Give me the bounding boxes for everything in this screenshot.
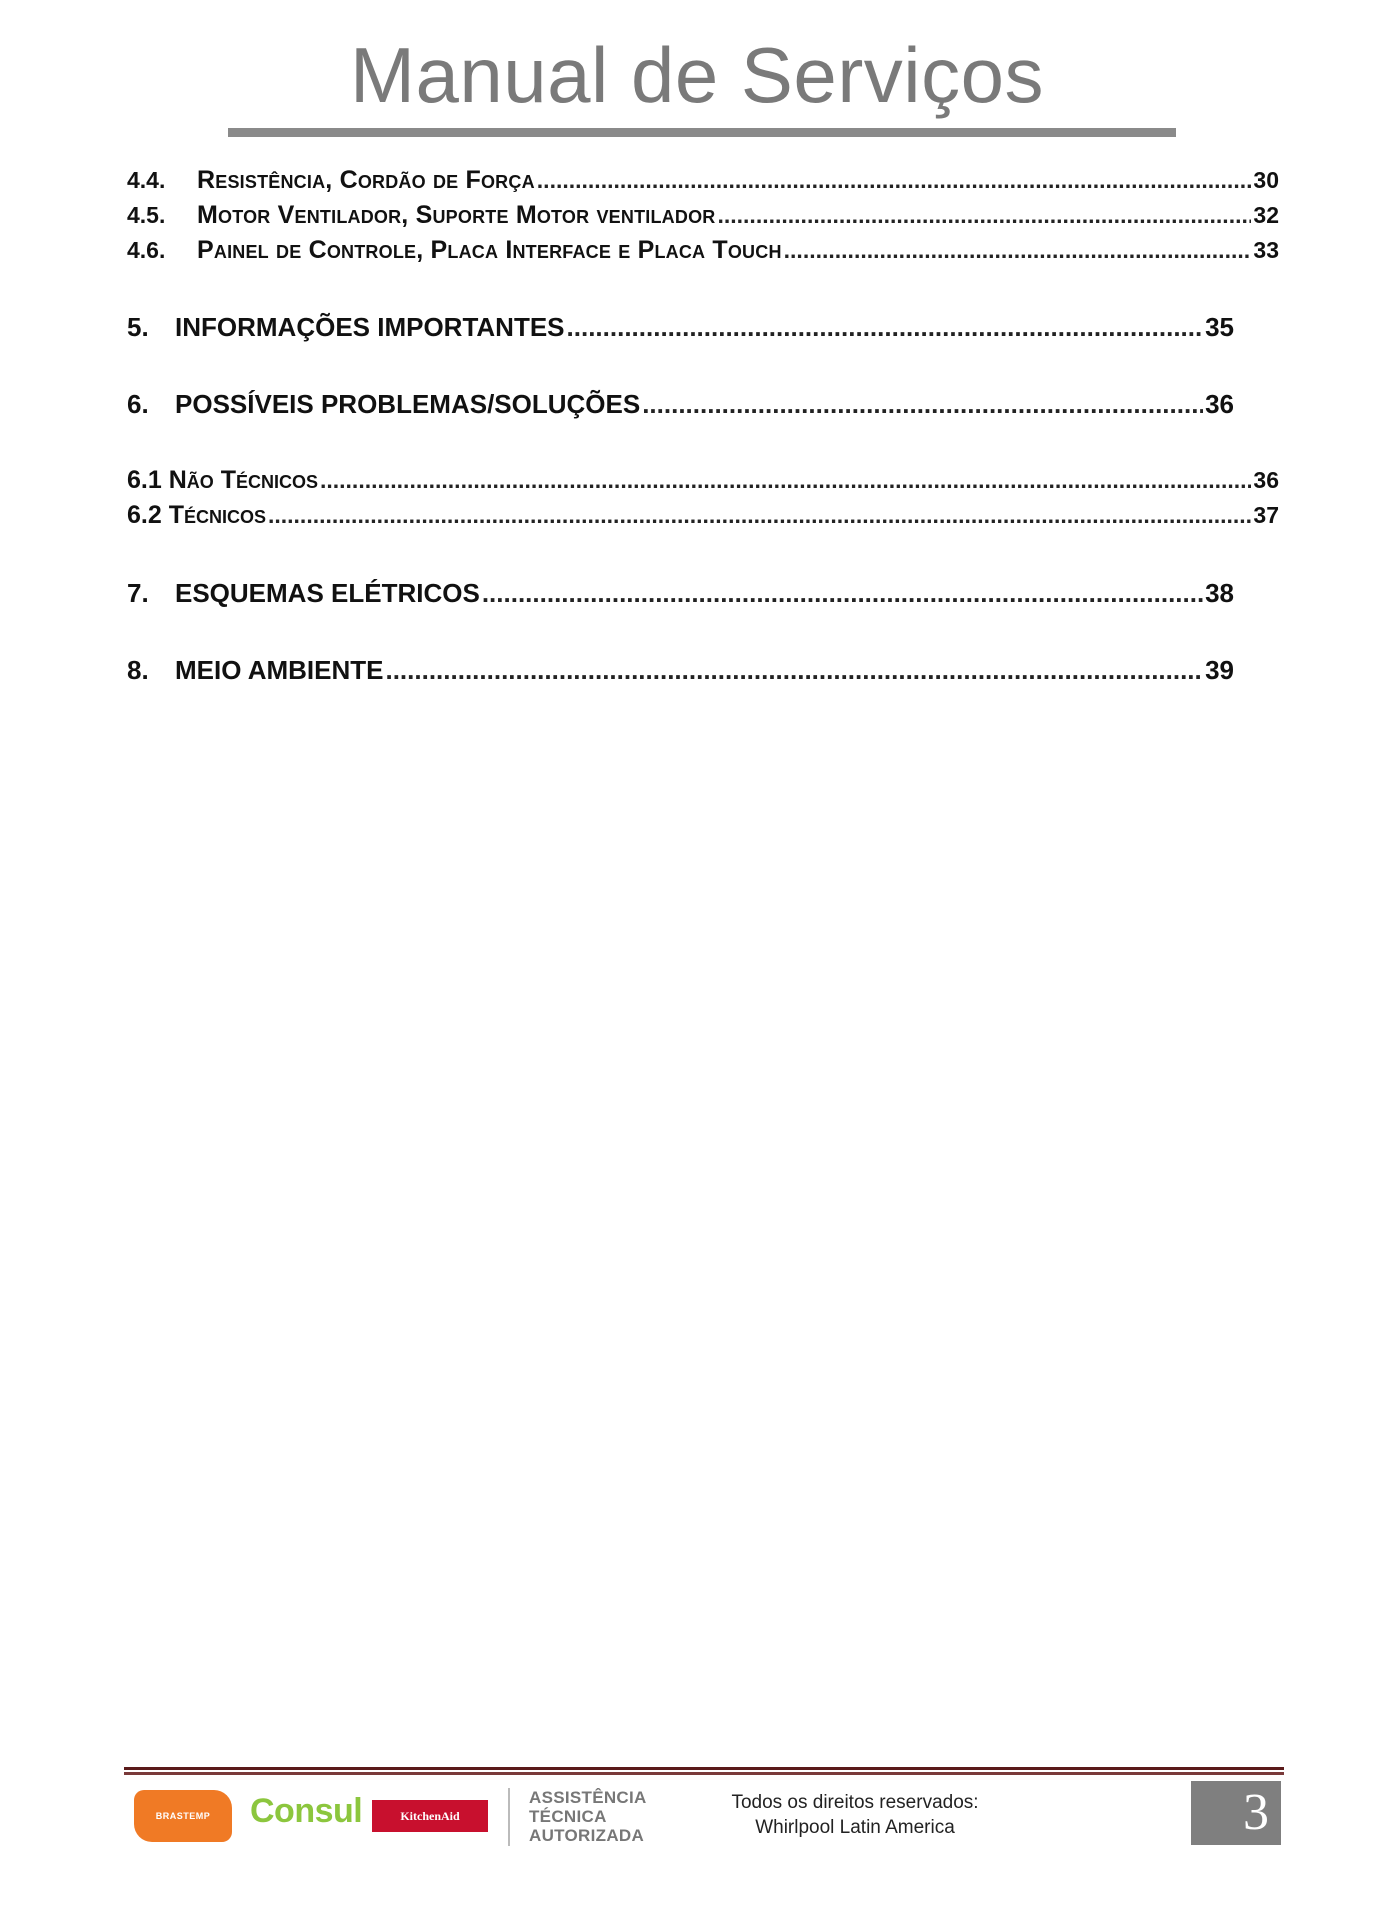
toc-entry-page: 36 [1253,467,1279,493]
toc-leader-dots [784,237,1252,264]
page-number: 3 [1191,1781,1281,1845]
toc-entry-8[interactable] [127,655,1234,686]
toc-entry-page: 30 [1253,167,1279,193]
toc-entry-5[interactable] [127,312,1234,343]
consul-logo: Consul [250,1792,363,1830]
toc-leader-dots [717,202,1251,229]
toc-entry-title: Painel de Controle, Placa Interface e Placa Touch [197,236,782,264]
rights-line-2: Whirlpool Latin America [755,1817,955,1838]
toc-entry-page: 37 [1253,502,1279,528]
copyright-notice [700,1790,1010,1840]
toc-entry-number: 4.4. [127,167,166,193]
toc-entry-title: Motor Ventilador, Suporte Motor ventilador [197,201,716,229]
toc-leader-dots [268,502,1251,529]
toc-entry-number: 4.5. [127,202,166,228]
title-underline [228,128,1176,137]
toc-leader-dots [567,312,1204,343]
kitchenaid-logo: KitchenAid [372,1800,488,1832]
toc-entry-page: 38 [1205,578,1234,608]
toc-entry-4-5[interactable] [127,201,1279,230]
toc-entry-6-1[interactable] [127,466,1279,495]
assistance-line-3: AUTORIZADA [529,1826,645,1845]
toc-entry-title: 6.1 Não Técnicos [127,466,318,494]
toc-leader-dots [385,655,1203,686]
footer-vertical-divider [508,1788,510,1846]
assistance-line-2: TÉCNICA [529,1807,607,1826]
brastemp-logo: BRASTEMP [134,1790,232,1842]
toc-entry-page: 36 [1205,389,1234,419]
toc-entry-4-4[interactable] [127,166,1279,195]
toc-leader-dots [320,467,1251,494]
toc-leader-dots [482,578,1203,609]
toc-entry-title: Resistência, Cordão de Força [197,166,535,194]
toc-entry-title: INFORMAÇÕES IMPORTANTES [175,312,565,342]
toc-entry-title: 6.2 Técnicos [127,501,266,529]
toc-entry-number: 4.6. [127,237,166,263]
toc-entry-number: 6. [127,389,149,419]
toc-entry-number: 8. [127,655,149,685]
toc-entry-page: 39 [1205,655,1234,685]
toc-entry-title: ESQUEMAS ELÉTRICOS [175,578,480,608]
authorized-assistance-label [529,1788,647,1845]
toc-entry-title: POSSÍVEIS PROBLEMAS/SOLUÇÕES [175,389,641,419]
toc-entry-number: 7. [127,578,149,608]
toc-entry-title: MEIO AMBIENTE [175,655,384,685]
toc-entry-6-2[interactable] [127,501,1279,530]
document-title: Manual de Serviços [349,31,1044,119]
toc-leader-dots [537,167,1252,194]
footer-divider-rule [124,1767,1284,1775]
toc-entry-page: 32 [1253,202,1279,228]
toc-entry-number: 5. [127,312,149,342]
toc-entry-6[interactable] [127,389,1234,420]
toc-leader-dots [642,389,1203,420]
rights-line-1: Todos os direitos reservados: [731,1792,979,1813]
toc-entry-4-6[interactable] [127,236,1279,265]
toc-entry-page: 35 [1205,312,1234,342]
assistance-line-1: ASSISTÊNCIA [529,1788,647,1807]
toc-entry-page: 33 [1253,237,1279,263]
toc-entry-7[interactable] [127,578,1234,609]
